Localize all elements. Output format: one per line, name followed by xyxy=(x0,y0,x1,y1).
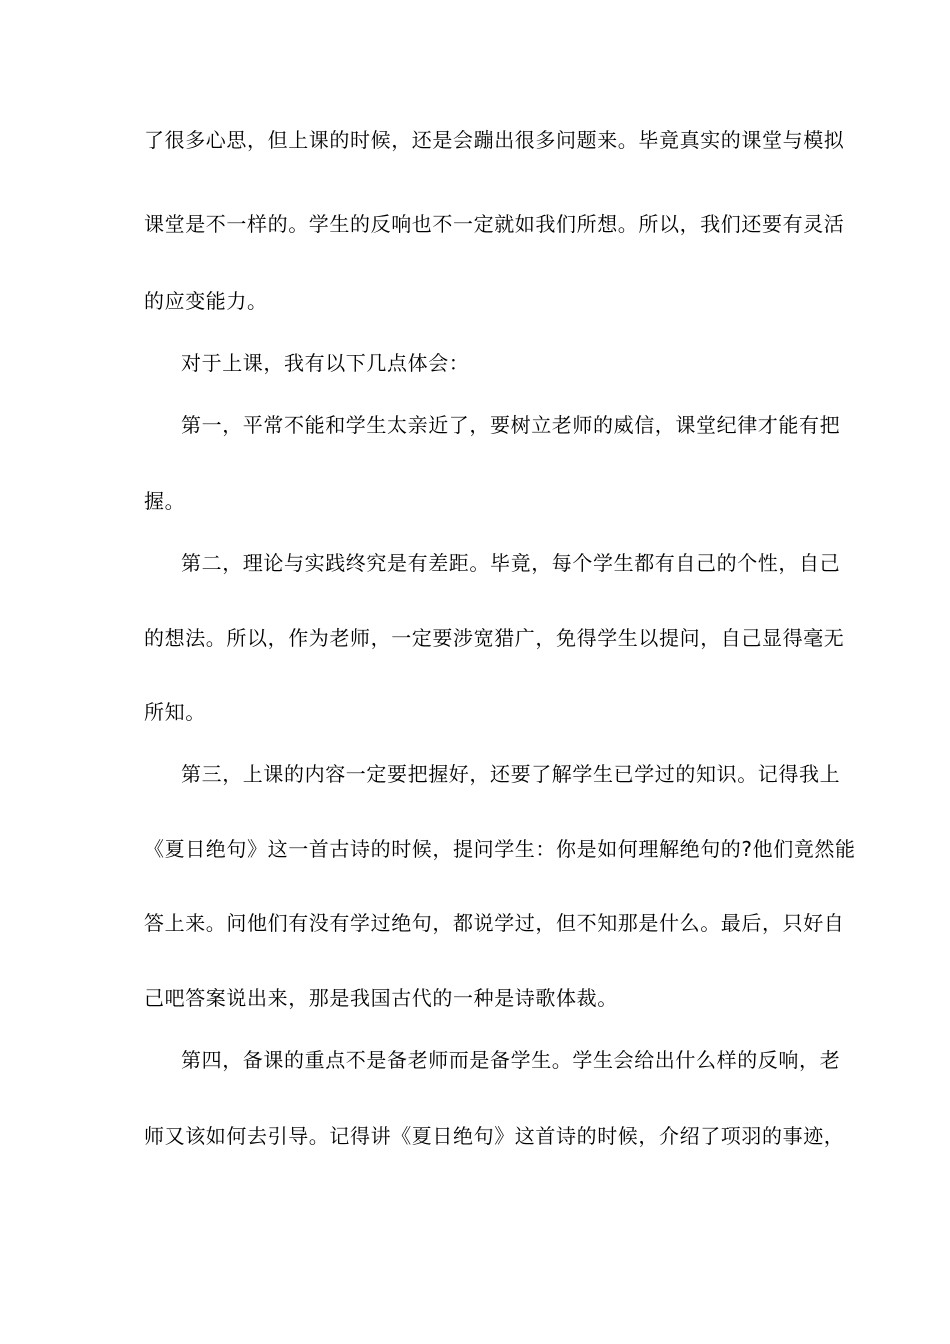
text-line: 答上来。问他们有没有学过绝句，都说学过，但不知那是什么。最后，只好自 xyxy=(144,911,845,935)
paragraph-lead: 对于上课，我有以下几点体会： xyxy=(181,351,470,375)
paragraph-first-line: 第一，平常不能和学生太亲近了，要树立老师的威信，课堂纪律才能有把 xyxy=(181,413,841,437)
text-line: 课堂是不一样的。学生的反响也不一定就如我们所想。所以，我们还要有灵活 xyxy=(144,212,845,236)
text-line: 的应变能力。 xyxy=(144,289,268,313)
text-line: 握。 xyxy=(144,489,186,513)
paragraph-first-line: 第四，备课的重点不是备老师而是备学生。学生会给出什么样的反响，老 xyxy=(181,1048,841,1072)
text-line: 所知。 xyxy=(144,700,206,724)
paragraph-first-line: 第三，上课的内容一定要把握好，还要了解学生已学过的知识。记得我上 xyxy=(181,762,841,786)
text-line: 了很多心思，但上课的时候，还是会蹦出很多问题来。毕竟真实的课堂与模拟 xyxy=(144,128,845,152)
text-line: 己吧答案说出来，那是我国古代的一种是诗歌体裁。 xyxy=(144,986,618,1010)
text-line: 《夏日绝句》这一首古诗的时候，提问学生：你是如何理解绝句的?他们竟然能 xyxy=(144,837,856,861)
paragraph-first-line: 第二，理论与实践终究是有差距。毕竟，每个学生都有自己的个性，自己 xyxy=(181,551,841,575)
text-line: 的想法。所以，作为老师，一定要涉宽猎广，免得学生以提问，自己显得毫无 xyxy=(144,626,845,650)
text-line: 师又该如何去引导。记得讲《夏日绝句》这首诗的时候，介绍了项羽的事迹， xyxy=(144,1124,845,1148)
